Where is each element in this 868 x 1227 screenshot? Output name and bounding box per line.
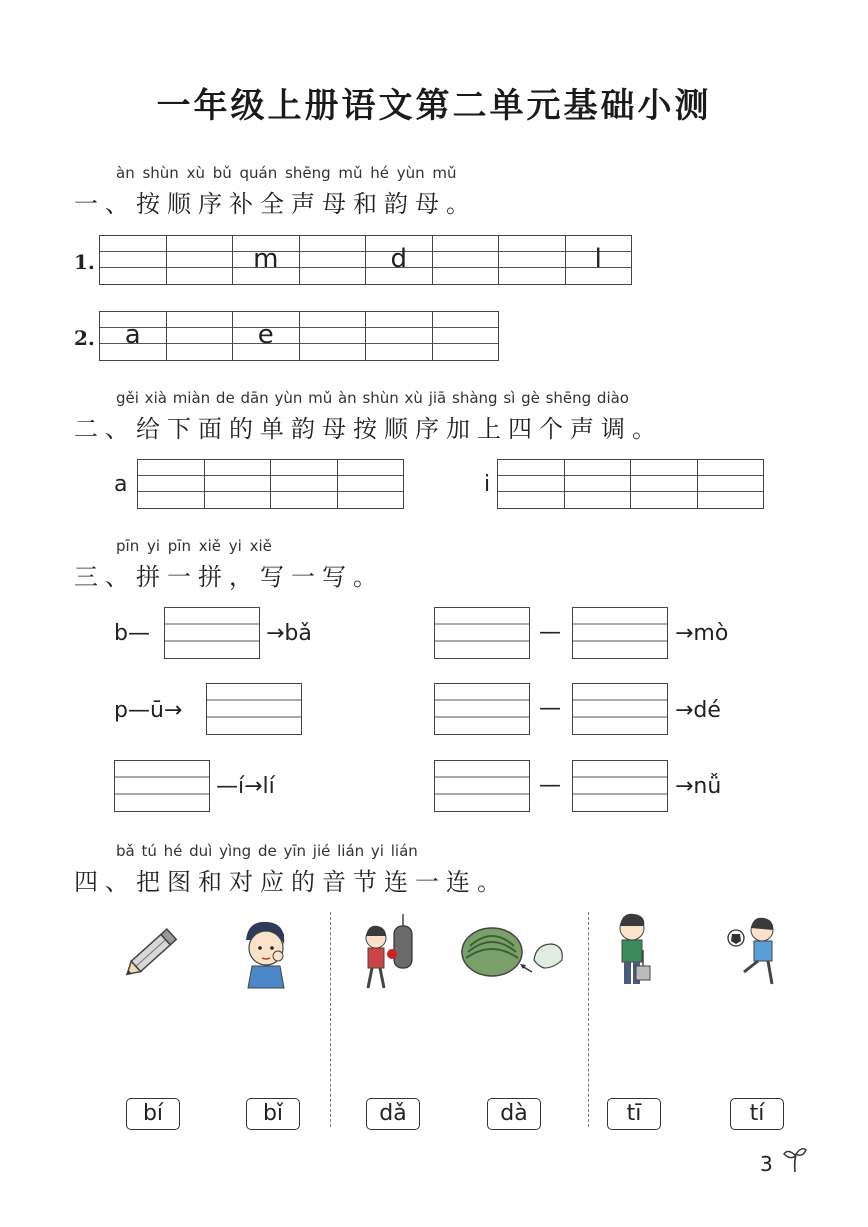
boy-punching-bag-icon xyxy=(356,912,416,990)
q1-row2-cell: a xyxy=(100,312,167,360)
q3-right-result: →nǚ xyxy=(675,774,722,799)
syllable-ti1[interactable]: tī xyxy=(607,1098,661,1130)
tone-cell[interactable] xyxy=(205,460,272,508)
tone-cell[interactable] xyxy=(271,460,338,508)
write-box[interactable] xyxy=(114,760,210,812)
write-box[interactable] xyxy=(572,760,668,812)
boy-kicking-ball-icon xyxy=(722,912,782,988)
tone-cell[interactable] xyxy=(138,460,205,508)
q3-row1-prefix: b— xyxy=(114,621,150,646)
q3-right-dash: — xyxy=(539,620,561,645)
q1-row2-cell: e xyxy=(233,312,300,360)
q4-pinyin: bǎ tú hé duì yìng de yīn jié lián yi lián xyxy=(116,842,418,860)
q3-pinyin: pīn yi pīn xiě yi xiě xyxy=(116,537,272,555)
q2-heading: 二、给下面的单韵母按顺序加上四个声调。 xyxy=(74,415,663,443)
tone-cell[interactable] xyxy=(631,460,698,508)
q1-row1-cell: l xyxy=(566,236,632,284)
syllable-da4[interactable]: dà xyxy=(487,1098,541,1130)
q3-row1-suffix: →bǎ xyxy=(266,621,312,646)
write-box[interactable] xyxy=(572,683,668,735)
write-box[interactable] xyxy=(434,683,530,735)
section-divider xyxy=(330,912,331,1127)
q3-right-dash: — xyxy=(539,773,561,798)
q1-row1-number: 1. xyxy=(74,250,95,274)
q3-right-result: →dé xyxy=(675,698,721,723)
syllable-bi2[interactable]: bí xyxy=(126,1098,180,1130)
q2-i-grid xyxy=(497,459,764,509)
q2-label-a: a xyxy=(114,472,128,497)
q3-row3-suffix: —í→lí xyxy=(216,774,275,799)
q1-heading: 一、按顺序补全声母和韵母。 xyxy=(74,190,477,218)
pencil-icon xyxy=(118,918,188,984)
q2-label-i: i xyxy=(484,472,491,497)
write-box[interactable] xyxy=(434,760,530,812)
page-title: 一年级上册语文第二单元基础小测 xyxy=(156,86,712,126)
tone-cell[interactable] xyxy=(338,460,404,508)
tone-cell[interactable] xyxy=(498,460,565,508)
q1-row2-cell[interactable] xyxy=(433,312,499,360)
q1-row2-cell[interactable] xyxy=(167,312,234,360)
page-number: 3 xyxy=(760,1152,773,1176)
q3-right-result: →mò xyxy=(675,621,729,646)
watermelon-icon xyxy=(460,922,568,986)
q3-right-dash: — xyxy=(539,696,561,721)
boy-with-bucket-icon xyxy=(606,910,662,990)
q1-row1-grid xyxy=(99,235,632,285)
syllable-da3[interactable]: dǎ xyxy=(366,1098,420,1130)
q1-row1-cell[interactable] xyxy=(499,236,566,284)
q1-row2-cell[interactable] xyxy=(366,312,433,360)
sprout-icon xyxy=(782,1146,808,1174)
q1-row1-cell[interactable] xyxy=(433,236,500,284)
q1-row1-cell: m xyxy=(233,236,300,284)
write-box[interactable] xyxy=(206,683,302,735)
q1-pinyin: àn shùn xù bǔ quán shēng mǔ hé yùn mǔ xyxy=(116,164,457,182)
q4-heading: 四、把图和对应的音节连一连。 xyxy=(74,868,508,896)
syllable-ti2[interactable]: tí xyxy=(730,1098,784,1130)
q2-pinyin: gěi xià miàn de dān yùn mǔ àn shùn xù jiā shàng sì gè shēng diào xyxy=(116,389,629,407)
write-box[interactable] xyxy=(164,607,260,659)
section-divider xyxy=(588,912,589,1127)
q2-a-grid xyxy=(137,459,404,509)
syllable-bi3[interactable]: bǐ xyxy=(246,1098,300,1130)
tone-cell[interactable] xyxy=(698,460,764,508)
q3-heading: 三、拼一拼，写一写。 xyxy=(74,563,384,591)
q1-row1-cell[interactable] xyxy=(167,236,234,284)
write-box[interactable] xyxy=(434,607,530,659)
tone-cell[interactable] xyxy=(565,460,632,508)
boy-touching-nose-icon xyxy=(236,914,296,990)
q3-row2-prefix: p—ū→ xyxy=(114,698,183,723)
q1-row1-cell[interactable] xyxy=(300,236,367,284)
q1-row1-cell[interactable] xyxy=(100,236,167,284)
q1-row2-number: 2. xyxy=(74,326,95,350)
q1-row2-grid xyxy=(99,311,499,361)
q1-row2-cell[interactable] xyxy=(300,312,367,360)
q1-row1-cell: d xyxy=(366,236,433,284)
write-box[interactable] xyxy=(572,607,668,659)
